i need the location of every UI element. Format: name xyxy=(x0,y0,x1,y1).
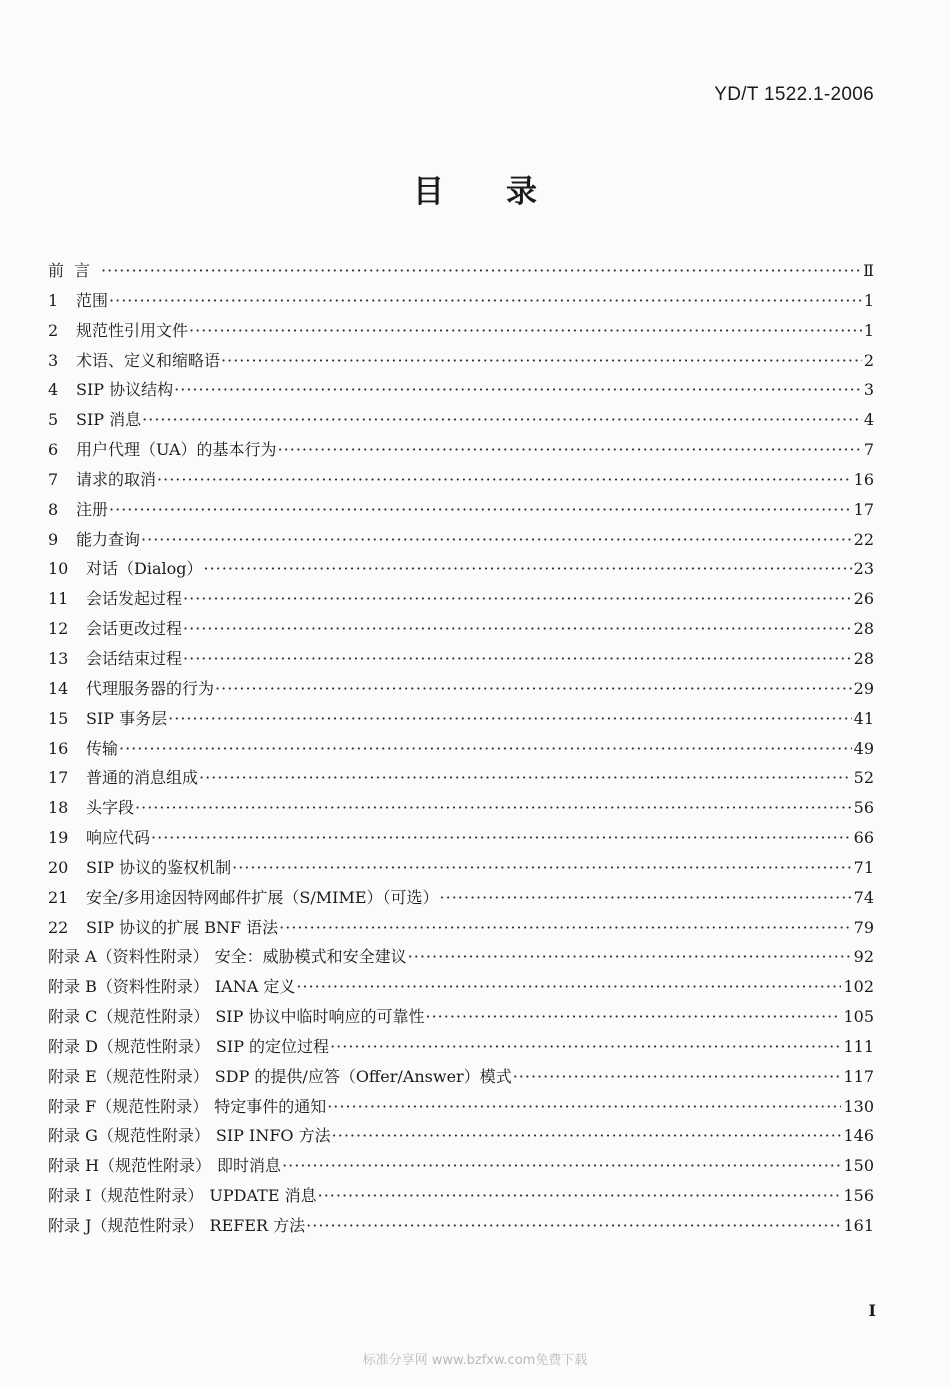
dot-leader xyxy=(278,435,862,465)
toc-entry-page: 22 xyxy=(853,529,874,549)
toc-entry-page: 117 xyxy=(843,1066,874,1086)
toc-entry[interactable] xyxy=(48,554,874,584)
toc-entry-label: REFER 方法 xyxy=(209,1216,306,1235)
toc-entry-page: 52 xyxy=(853,768,874,788)
toc-entry-page: 66 xyxy=(853,828,874,848)
toc-entry-number: 4 xyxy=(48,380,59,400)
toc-entry-number: 11 xyxy=(48,589,69,609)
toc-entry-label: 响应代码 xyxy=(86,828,151,848)
dot-leader xyxy=(141,525,852,555)
toc-entry-page: 49 xyxy=(853,738,874,758)
watermark: 标准分享网 www.bzfxw.com免费下载 xyxy=(362,1353,588,1368)
toc-appendix-prefix: 附录 A（资料性附录） xyxy=(48,947,209,967)
toc-entry[interactable] xyxy=(48,883,874,913)
toc-entry-label: 代理服务器的行为 xyxy=(86,678,215,698)
dot-leader xyxy=(408,942,852,972)
toc-entry[interactable] xyxy=(48,375,874,405)
toc-entry-page: 26 xyxy=(853,589,874,609)
toc-entry-foreword[interactable] xyxy=(48,256,874,286)
toc-entry-page: 56 xyxy=(853,798,874,818)
toc-entry-number: 14 xyxy=(48,678,69,698)
toc-entry-page: 1 xyxy=(863,320,874,340)
toc-entry-number: 22 xyxy=(48,917,69,937)
toc-appendix-prefix: 附录 B（资料性附录） xyxy=(48,977,209,997)
toc-entry-appendix[interactable] xyxy=(48,942,874,972)
dot-leader xyxy=(142,405,862,435)
toc-entry[interactable] xyxy=(48,763,874,793)
toc-entry-page: 28 xyxy=(853,619,874,639)
toc-entry-number: 13 xyxy=(48,648,69,668)
toc-entry-page: 71 xyxy=(853,857,874,877)
toc-entry-page: 4 xyxy=(863,410,874,430)
toc-entry-number: 9 xyxy=(48,529,59,549)
toc-entry-label: IANA 定义 xyxy=(214,977,296,997)
toc-entry-number: 12 xyxy=(48,619,69,639)
dot-leader xyxy=(425,1002,841,1032)
dot-leader xyxy=(135,793,852,823)
toc-entry-page: 111 xyxy=(843,1036,874,1056)
toc-entry[interactable] xyxy=(48,704,874,734)
toc-entry-label: 头字段 xyxy=(86,798,135,818)
toc-entry-page: 161 xyxy=(843,1216,874,1235)
toc-entry-label: 注册 xyxy=(76,499,109,519)
dot-leader xyxy=(221,346,862,376)
dot-leader xyxy=(199,763,852,793)
toc-entry-label: 术语、定义和缩略语 xyxy=(76,350,221,370)
page-number: I xyxy=(868,1301,876,1320)
toc-entry[interactable] xyxy=(48,584,874,614)
toc-entry-label: 会话更改过程 xyxy=(86,619,183,639)
toc-entry-label: 安全/多用途因特网邮件扩展（S/MIME）（可选） xyxy=(86,887,439,907)
toc-entry-appendix[interactable] xyxy=(48,1151,874,1181)
toc-entry-label: SIP 协议结构 xyxy=(76,380,174,400)
toc-entry-appendix[interactable] xyxy=(48,1121,874,1151)
toc-entry-label: SIP 的定位过程 xyxy=(215,1036,330,1056)
toc-appendix-prefix: 附录 H（规范性附录） xyxy=(48,1156,212,1176)
toc-entry-label: 规范性引用文件 xyxy=(76,320,189,340)
dot-leader xyxy=(203,554,851,584)
toc-entry[interactable] xyxy=(48,614,874,644)
toc-entry-number: 10 xyxy=(48,559,69,579)
toc-entry-page: 74 xyxy=(853,887,874,907)
toc-entry-number: 18 xyxy=(48,798,69,818)
dot-leader xyxy=(101,256,861,286)
toc-entry-page: 28 xyxy=(853,648,874,668)
toc-appendix-prefix: 附录 J（规范性附录） xyxy=(48,1216,204,1235)
toc-entry-page: 7 xyxy=(863,440,874,460)
toc-entry-page: 16 xyxy=(853,469,874,489)
toc-appendix-prefix: 附录 G（规范性附录） xyxy=(48,1126,210,1146)
toc-entry-number: 19 xyxy=(48,828,69,848)
toc-entry-appendix[interactable] xyxy=(48,1002,874,1032)
toc-entry-number: 7 xyxy=(48,469,59,489)
dot-leader xyxy=(232,853,852,883)
dot-leader xyxy=(183,614,852,644)
toc-entry-page: 29 xyxy=(853,678,874,698)
toc-entry-number: 3 xyxy=(48,350,59,370)
toc-entry-page: 3 xyxy=(863,380,874,400)
toc-entry[interactable] xyxy=(48,465,874,495)
toc-entry-page: Ⅱ xyxy=(863,261,874,280)
toc-entry[interactable] xyxy=(48,316,874,346)
toc-entry-label: 即时消息 xyxy=(217,1156,282,1176)
page-title: 目录 xyxy=(413,174,599,210)
toc-entry-page: 156 xyxy=(843,1186,874,1206)
dot-leader xyxy=(330,1032,841,1062)
toc-entry-number: 6 xyxy=(48,440,59,460)
table-of-contents xyxy=(48,256,874,1241)
toc-entry-appendix[interactable] xyxy=(48,1211,874,1241)
toc-entry[interactable] xyxy=(48,525,874,555)
toc-entry[interactable] xyxy=(48,674,874,704)
toc-entry-page: 17 xyxy=(853,499,874,519)
toc-entry-label: 用户代理（UA）的基本行为 xyxy=(76,440,277,460)
toc-entry-label: SIP 协议的扩展 BNF 语法 xyxy=(86,917,279,937)
toc-appendix-prefix: 附录 D（规范性附录） xyxy=(48,1036,210,1056)
dot-leader xyxy=(327,1092,841,1122)
toc-entry-number: 5 xyxy=(48,410,59,430)
toc-entry-label: 对话（Dialog） xyxy=(86,559,203,579)
toc-entry-label: 普通的消息组成 xyxy=(86,768,199,788)
toc-entry-page: 92 xyxy=(853,947,874,967)
toc-appendix-prefix: 附录 E（规范性附录） xyxy=(48,1066,209,1086)
dot-leader xyxy=(440,883,852,913)
toc-entry-appendix[interactable] xyxy=(48,972,874,1002)
toc-entry[interactable] xyxy=(48,853,874,883)
dot-leader xyxy=(183,584,852,614)
toc-entry-number: 16 xyxy=(48,738,69,758)
dot-leader xyxy=(109,286,862,316)
standard-number: YD/T 1522.1-2006 xyxy=(714,84,874,105)
toc-entry-label: 会话发起过程 xyxy=(86,589,183,609)
dot-leader xyxy=(318,1181,842,1211)
dot-leader xyxy=(282,1151,841,1181)
toc-entry-label: SIP 协议的鉴权机制 xyxy=(86,857,232,877)
toc-entry-label: 会话结束过程 xyxy=(86,648,183,668)
dot-leader xyxy=(215,674,852,704)
toc-entry-number: 2 xyxy=(48,320,59,340)
dot-leader xyxy=(513,1062,842,1092)
toc-appendix-prefix: 附录 F（规范性附录） xyxy=(48,1096,209,1116)
toc-entry-appendix[interactable] xyxy=(48,1032,874,1062)
toc-entry[interactable] xyxy=(48,435,874,465)
toc-entry[interactable] xyxy=(48,644,874,674)
toc-entry-label: SIP INFO 方法 xyxy=(215,1126,331,1146)
dot-leader xyxy=(189,316,862,346)
toc-entry-number: 8 xyxy=(48,499,59,519)
toc-entry-number: 20 xyxy=(48,857,69,877)
toc-entry-label: 请求的取消 xyxy=(76,469,157,489)
toc-entry-page: 2 xyxy=(863,350,874,370)
dot-leader xyxy=(151,823,852,853)
toc-entry-appendix[interactable] xyxy=(48,1181,874,1211)
toc-entry-label: 安全：威胁模式和安全建议 xyxy=(214,947,407,967)
toc-entry-number: 1 xyxy=(48,290,59,310)
toc-entry-page: 150 xyxy=(843,1156,874,1176)
toc-entry-page: 102 xyxy=(843,977,874,997)
toc-entry-label: SIP 消息 xyxy=(76,410,142,430)
toc-entry-number: 17 xyxy=(48,768,69,788)
toc-entry-label: SDP 的提供/应答（Offer/Answer）模式 xyxy=(214,1066,512,1086)
toc-entry-page: 41 xyxy=(853,708,874,728)
toc-appendix-prefix: 附录 C（规范性附录） xyxy=(48,1007,210,1027)
dot-leader xyxy=(157,465,852,495)
dot-leader xyxy=(174,375,862,405)
toc-entry[interactable] xyxy=(48,913,874,943)
toc-entry[interactable] xyxy=(48,793,874,823)
toc-entry-page: 105 xyxy=(843,1007,874,1027)
dot-leader xyxy=(168,704,852,734)
toc-entry-number: 21 xyxy=(48,887,69,907)
toc-entry-label: SIP 事务层 xyxy=(86,708,168,728)
toc-entry[interactable] xyxy=(48,346,874,376)
toc-entry-page: 23 xyxy=(853,559,874,579)
dot-leader xyxy=(306,1211,841,1241)
dot-leader xyxy=(296,972,841,1002)
toc-entry-appendix[interactable] xyxy=(48,1092,874,1122)
toc-entry-appendix[interactable] xyxy=(48,1062,874,1092)
toc-entry-label: 范围 xyxy=(76,290,109,310)
toc-entry-page: 146 xyxy=(843,1126,874,1146)
dot-leader xyxy=(109,495,852,525)
toc-entry[interactable] xyxy=(48,734,874,764)
toc-entry[interactable] xyxy=(48,286,874,316)
toc-entry-label: 传输 xyxy=(86,738,119,758)
toc-entry-page: 79 xyxy=(853,917,874,937)
toc-entry[interactable] xyxy=(48,405,874,435)
dot-leader xyxy=(183,644,852,674)
dot-leader xyxy=(119,734,852,764)
toc-appendix-prefix: 附录 I（规范性附录） xyxy=(48,1186,204,1206)
toc-entry[interactable] xyxy=(48,823,874,853)
toc-entry-label: 前言 xyxy=(48,261,101,280)
dot-leader xyxy=(279,913,851,943)
dot-leader xyxy=(332,1121,842,1151)
toc-entry-page: 1 xyxy=(863,290,874,310)
toc-entry-label: UPDATE 消息 xyxy=(209,1186,317,1206)
toc-entry[interactable] xyxy=(48,495,874,525)
toc-entry-label: 能力查询 xyxy=(76,529,141,549)
toc-entry-number: 15 xyxy=(48,708,69,728)
toc-entry-page: 130 xyxy=(843,1096,874,1116)
toc-entry-label: 特定事件的通知 xyxy=(214,1096,327,1116)
toc-entry-label: SIP 协议中临时响应的可靠性 xyxy=(215,1007,425,1027)
